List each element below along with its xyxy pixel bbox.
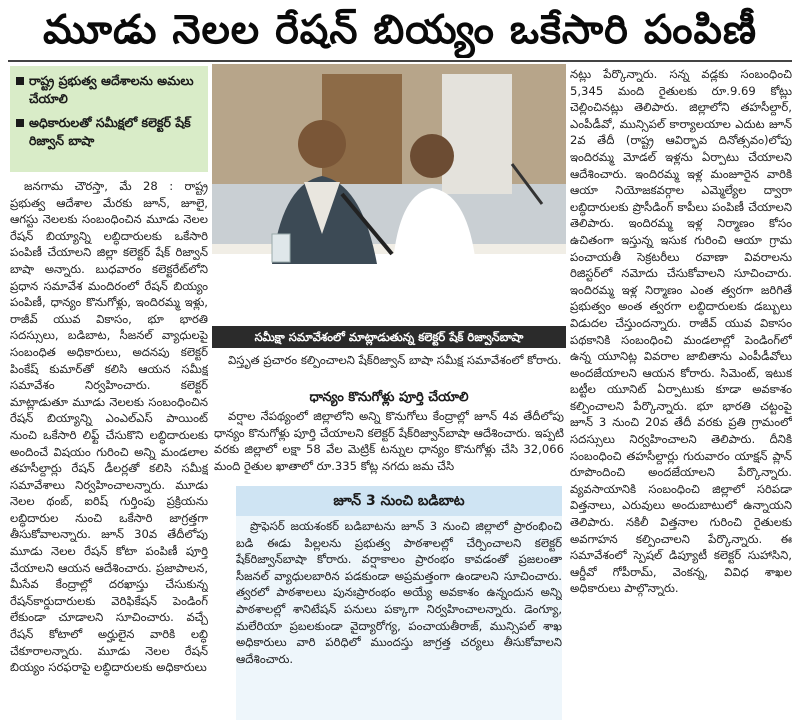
bullet-icon: [16, 77, 24, 85]
highlight-text: రాష్ట్ర ప్రభుత్వ ఆదేశాలను అమలు చేయాలి: [29, 73, 194, 106]
article-column-3: [570, 66, 792, 718]
bullet-icon: [16, 119, 24, 127]
highlight-item: [16, 114, 202, 150]
article-paragraph: జనగామ చౌరస్తా, మే 28 : రాష్ట్ర ప్రభుత్వ ఆదేశాల మేరకు జూన్, జూలై, ఆగస్టు నెలలకు సంబంధించిన మూడు నెలల రేషన్ బియ్యాన్ని లబ్ధిదారులకు ఒకేసారి పంపిణీ చేయాలని జిల్లా కలెక్టర్ షేక్ రిజ్వాన్ బాషా అన్నారు. బుధవారం కలెక్టరేట్‌లోని ప్రధాన సమావేశ మందిరంలో రేషన్ బియ్యం పంపిణీ, ధాన్యం కొనుగోళ్లు, ఇందిరమ్మ ఇళ్లు, రాజీవ్ యువ వికాసం, భూ భారతి సదస్సులు, బడిబాట, సీజనల్ వ్యాధులపై సంబంధిత అధికారులు, అదనపు కలెక్టర్ పింకేష్ కుమార్‌తో కలిసి ఆయన సమీక్ష సమావేశం నిర్వహించారు. కలెక్టర్ మాట్లాడుతూ మూడు నెలలకు సంబంధించిన రేషన్ బియ్యాన్ని ఎంఎల్ఎస్ పాయింట్ నుంచి ఒకేసారి లిఫ్ట్ చేసుకొని లబ్ధిదారులకు అందించే విషయం గురించి అన్ని మండలాల తహసీల్దార్లు రేషన్ డీలర్లతో కలిసి సమీక్ష సమావేశాలు నిర్వహించాలన్నారు. మూడు నెలల థంబ్, ఐరిష్ గుర్తింపు ప్రక్రియను లబ్ధిదారుల నుంచి ఒకేసారి జాగ్రత్తగా తీసుకోవాలన్నారు. జూన్ 30వ తేదీలోపు మూడు నెలల రేషన్ కోటా పంపిణీ పూర్తి చేయాలని ఆయన ఆదేశించారు. ప్రజాపాలన, మీసేవ కేంద్రాల్లో దరఖాస్తు చేసుకున్న రేషన్‌కార్డుదారులకు వెరిఫికేషన్ పెండింగ్ లేకుండా చూడాలని సూచించారు. వచ్చే రేషన్ కోటాలో అర్హులైన వారికి లబ్ధి చేకూరాలన్నారు. మూడు నెలల రేషన్ బియ్యం సరఫరాపై లబ్ధిదారులకు అధికారులు: [10, 179, 208, 675]
article-paragraph: విస్తృత ప్రచారం కల్పించాలని షేక్‌రిజ్వాన్ బాషా సమీక్ష సమావేశంలో కోరారు.: [228, 353, 562, 367]
meeting-photo-illustration: [212, 64, 566, 348]
photo-caption: సమీక్షా సమావేశంలో మాట్లాడుతున్న కలెక్టర్ షేక్ రిజ్వాన్‌బాషా: [212, 326, 566, 348]
highlights-box: [10, 66, 208, 172]
highlight-text: అధికారులతో సమీక్షలో కలెక్టర్ షేక్ రిజ్వాన్ బాషా: [29, 115, 191, 148]
boxed-story-heading: జూన్ 3 నుంచి బడిబాట: [236, 486, 562, 516]
news-photo: [212, 64, 566, 348]
article-paragraph: నట్లు పేర్కొన్నారు. సన్న వడ్లకు సంబంధించి 5,345 మంది రైతులకు రూ.9.69 కోట్లు చెల్లించినట్లు తెలిపారు. జిల్లాలోని తహసీల్దార్, ఎంపీడీవో, మున్సిపల్ కార్యాలయాల ఎదుట జూన్ 2వ తేదీ (రాష్ట్ర ఆవిర్భావ దినోత్సవం)లోపు ఇందిరమ్మ మోడల్ ఇళ్లను ఏర్పాటు చేయాలని ఆదేశించారు. ఇందిరమ్మ ఇళ్ల మంజూరైన వారికి ఆయా నియోజకవర్గాల ఎమ్మెల్యేల ద్వారా లబ్ధిదారులకు ప్రొసీడింగ్ కాపీలు పంపిణీ చేయాలని తెలిపారు. ఇందిరమ్మ ఇళ్ల నిర్మాణం కోసం ఉచితంగా ఇస్తున్న ఇసుక గురించి ఆయా గ్రామ పంచాయతీ సెక్రటరీలు రవాణా వివరాలను రిజిస్టర్‌లో నమోదు చేసుకోవాలని సూచించారు. ఇందిరమ్మ ఇళ్ల నిర్మాణం ఎంత త్వరగా జరిగితే ప్రభుత్వం అంత త్వరగా లబ్ధిదారులకు డబ్బులు విడుదల చేస్తుందన్నారు. రాజీవ్ యువ వికాసం పథకానికి సంబంధించి మండలాల్లో పెండింగ్‌లో ఉన్న యూనిట్ల వివరాల జాబితాను ఎంపీడీవోలు అందజేయాలని ఆయన కోరారు. సిమెంట్, ఇటుక బట్టీల యూనిట్ ఏర్పాటుకు కూడా అవకాశం కల్పించాలని పేర్కొన్నారు. భూ భారతి చట్టంపై జూన్ 3 నుంచి 20వ తేదీ వరకు ప్రతి గ్రామంలో సదస్సులు నిర్వహించాలని తెలిపారు. దీనికి సంబంధించి తహసీల్దార్లు గురువారం యాక్షన్ ప్లాన్ రూపొందించి అందజేయాలని పేర్కొన్నారు. వ్యవసాయానికి సంబంధించి జిల్లాలో సరిపడా విత్తనాలు, ఎరువులు అందుబాటులో ఉన్నాయని తెలిపారు. నకిలీ విత్తనాల గురించి రైతులకు అవగాహన కల్పించాలని పేర్కొన్నారు. ఈ సమావేశంలో స్పెషల్ డిప్యూటీ కలెక్టర్ సుహాసిని, ఆర్డీవో గోపీరామ్, వెంకన్న, వివిధ శాఖల అధికారులు పాల్గొన్నారు.: [570, 67, 792, 596]
subheading-grain: ధాన్యం కొనుగోళ్లు పూర్తి చేయాలి: [309, 390, 469, 405]
article-column-1: [10, 178, 208, 716]
article-column-2-grain: [214, 408, 564, 486]
boxed-story-text: [236, 518, 562, 718]
headline: మూడు నెలల రేషన్ బియ్యం ఒకేసారి పంపిణీ: [42, 7, 758, 53]
article-paragraph: ప్రొఫెసర్ జయశంకర్ బడిబాటను జూన్ 3 నుంచి జిల్లాలో ప్రారంభించి బడి ఈడు పిల్లలను ప్రభుత్వ పాఠశాలల్లో చేర్పించాలని కలెక్టర్ షేక్‌రిజ్వాన్‌బాషా కోరారు. వర్షాకాలం ప్రారంభం కావడంతో ప్రజలంతా సీజనల్ వ్యాధులబారిన పడకుండా అప్రమత్తంగా ఉండాలని సూచించారు. త్వరలో పాఠశాలలు పునఃప్రారంభం అయ్యే అవకాశం ఉన్నందున అన్ని పాఠశాలల్లో శానిటేషన్ పనులు పక్కాగా నిర్వహించాలన్నారు. డెంగ్యూ, మలేరియా ప్రబలకుండా వైద్యారోగ్య, పంచాయతీరాజ్, మున్సిపల్ శాఖ అధికారులు వారి పరిధిలో ముందస్తు జాగ్రత్త చర్యలు తీసుకోవాలని ఆదేశించారు.: [236, 519, 562, 666]
headline-rule: [8, 60, 792, 62]
article-column-2-top: [214, 352, 564, 386]
highlight-item: [16, 72, 202, 108]
article-paragraph: వర్షాల నేపథ్యంలో జిల్లాలోని అన్ని కొనుగోలు కేంద్రాల్లో జూన్ 4వ తేదీలోపు ధాన్యం కొనుగోళ్లు పూర్తి చేయాలని కలెక్టర్ షేక్‌రిజ్వాన్‌బాషా ఆదేశించారు. ఇప్పటి వరకు జిల్లాలో లక్షా 58 వేల మెట్రిక్ టన్నుల ధాన్యం కొనుగోళ్లు చేసి 32,066 మంది రైతుల ఖాతాలో రూ.335 కోట్ల నగదు జమ చేసి: [214, 409, 564, 473]
